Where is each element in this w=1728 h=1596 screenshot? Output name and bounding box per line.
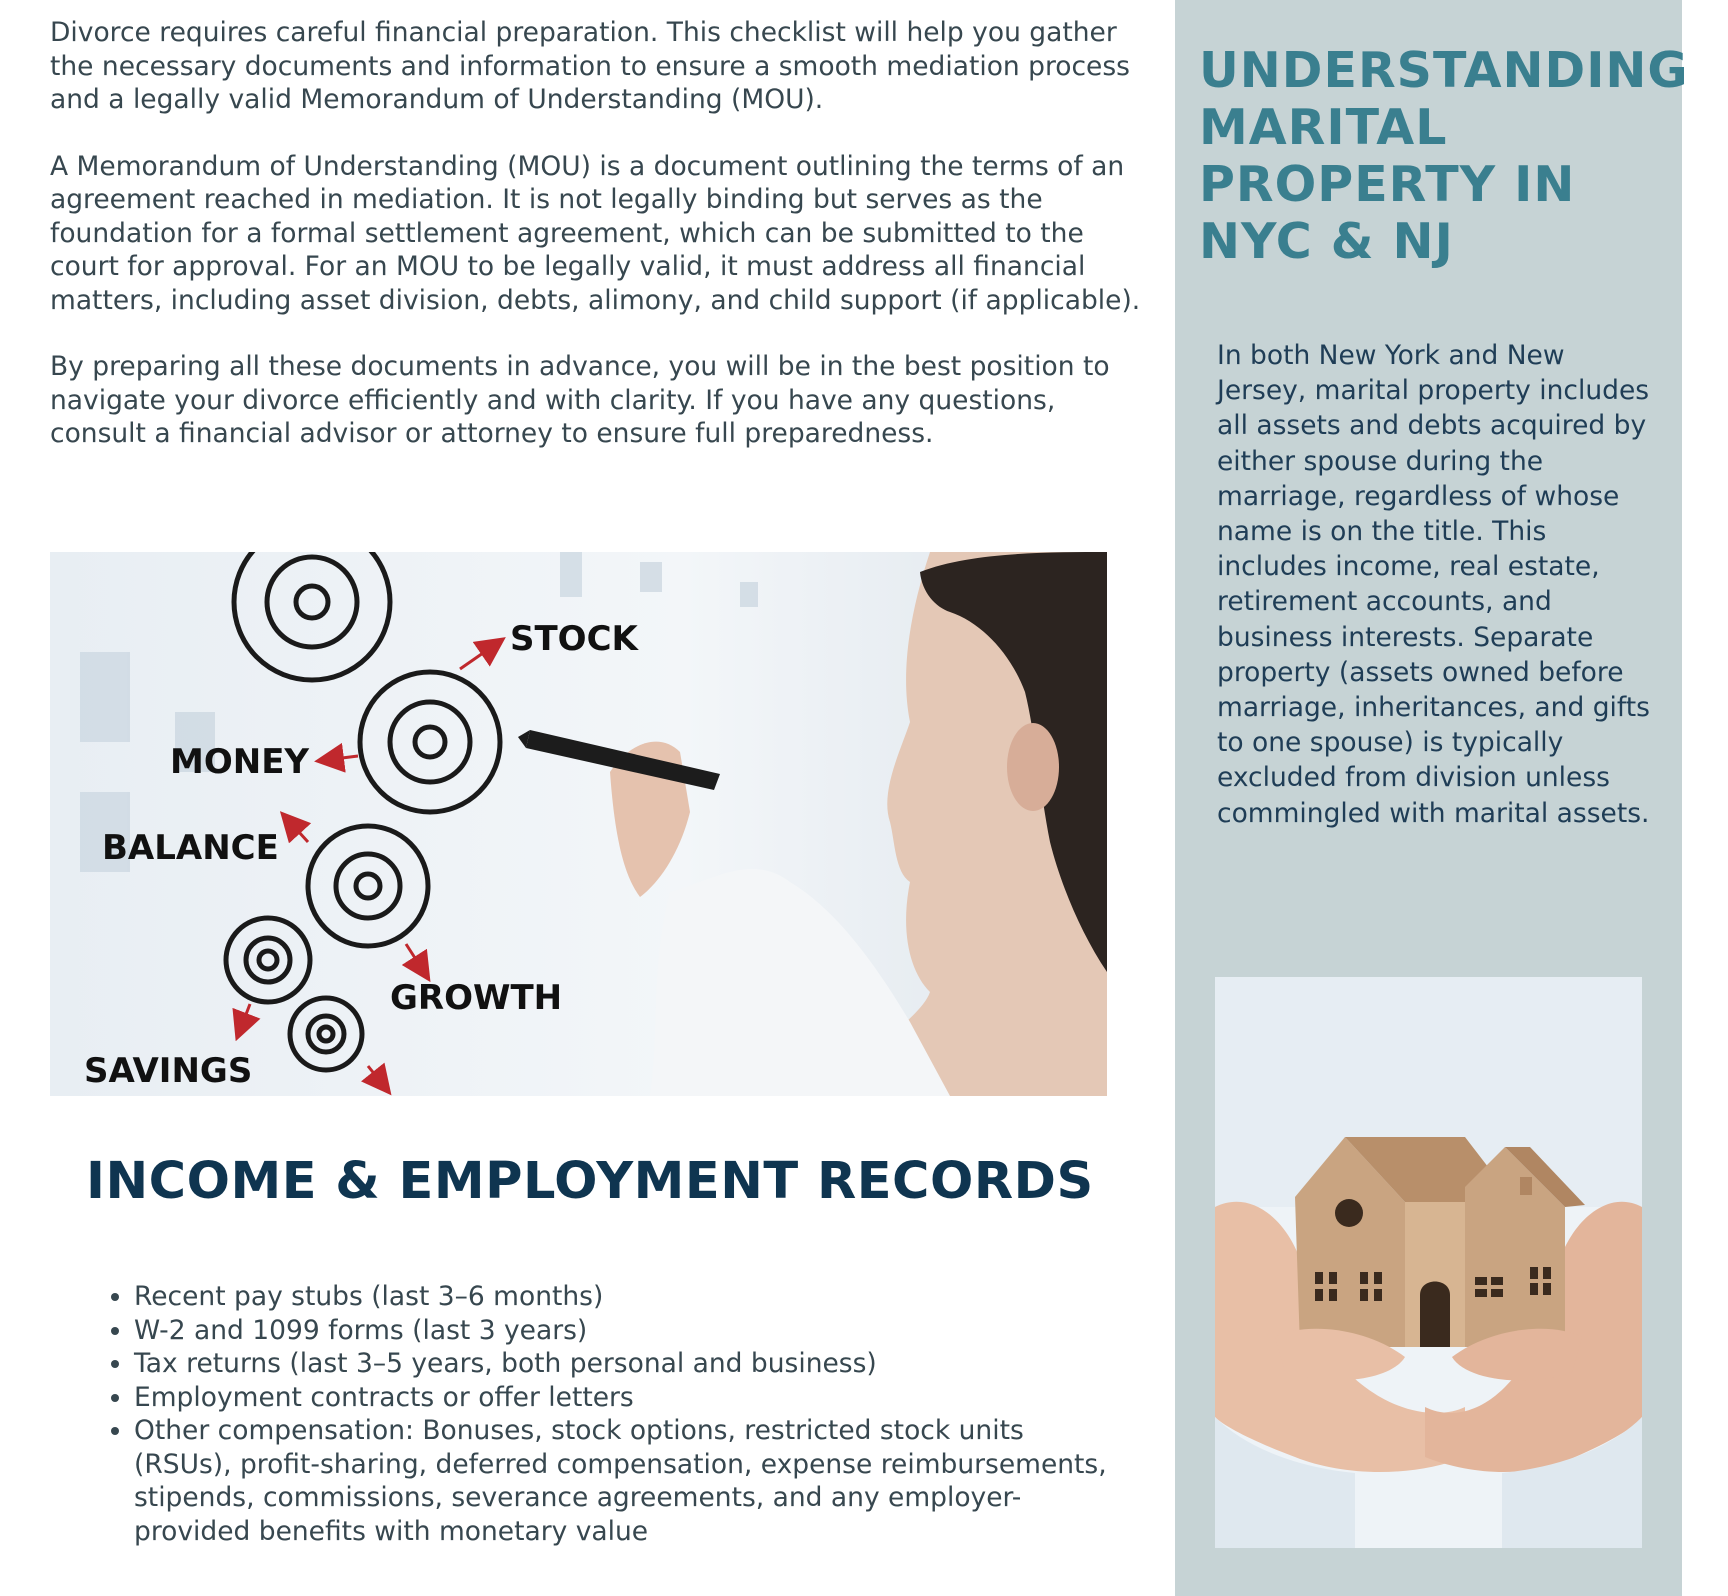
list-item: • Recent pay stubs (last 3–6 months)	[134, 1280, 1124, 1314]
intro-text	[50, 16, 1150, 484]
list-item: • W-2 and 1099 forms (last 3 years)	[134, 1314, 1124, 1348]
intro-paragraph-3: By preparing all these documents in advance, you will be in the best position to navigate your divorce efficiently and with clarity. If you have any questions, consult a financial advisor or attorney to ensure full preparedness.	[50, 351, 1110, 449]
hero-image-gears-finance	[50, 552, 1107, 1096]
house-in-hands-image	[1215, 977, 1642, 1548]
list-item: • Employment contracts or offer letters	[134, 1381, 1124, 1415]
income-section-heading: INCOME & EMPLOYMENT RECORDS	[86, 1152, 1094, 1211]
intro-paragraph-1: Divorce requires careful financial preparation. This checklist will help you gather the necessary documents and information to ensure a smooth mediation process and a legally valid Memorandum of Understanding (MOU).	[50, 17, 1130, 115]
sidebar-body: In both New York and New Jersey, marital property includes all assets and debts acquired by either spouse during the marriage, regardless of whose name is on the title. This includes income, real estate, retirement accounts, and business interests. Separate property (assets owned before marriage, inheritances, and gifts to one spouse) is typically excluded from division unless commingled with marital assets.	[1217, 340, 1650, 829]
label-money: MONEY	[170, 742, 310, 782]
house-illustration	[1215, 977, 1642, 1548]
label-stock: STOCK	[510, 619, 638, 659]
hero-illustration	[50, 552, 1107, 1096]
sidebar-title: UNDERSTANDING MARITAL PROPERTY IN NYC & NJ	[1199, 42, 1689, 270]
income-documents-list	[84, 1280, 1124, 1548]
label-growth: GROWTH	[390, 978, 563, 1018]
intro-paragraph-2: A Memorandum of Understanding (MOU) is a document outlining the terms of an agreement reached in mediation. It is not legally binding but serves as the foundation for a formal settlement agreement, which can be submitted to the court for approval. For an MOU to be legally valid, it must address all financial matters, including asset division, debts, alimony, and child support (if applicable).	[50, 150, 1141, 316]
list-item: • Tax returns (last 3–5 years, both personal and business)	[134, 1347, 1124, 1381]
list-item: • Other compensation: Bonuses, stock options, restricted stock units (RSUs), profit-sharing, deferred compensation, expense reimbursements, stipends, commissions, severance agreements, and any employer-provided benefits with monetary value	[134, 1414, 1124, 1548]
label-savings: SAVINGS	[84, 1051, 253, 1091]
marital-property-sidebar	[1175, 0, 1689, 1596]
cardboard-house	[1295, 1137, 1585, 1347]
label-balance: BALANCE	[102, 828, 279, 868]
